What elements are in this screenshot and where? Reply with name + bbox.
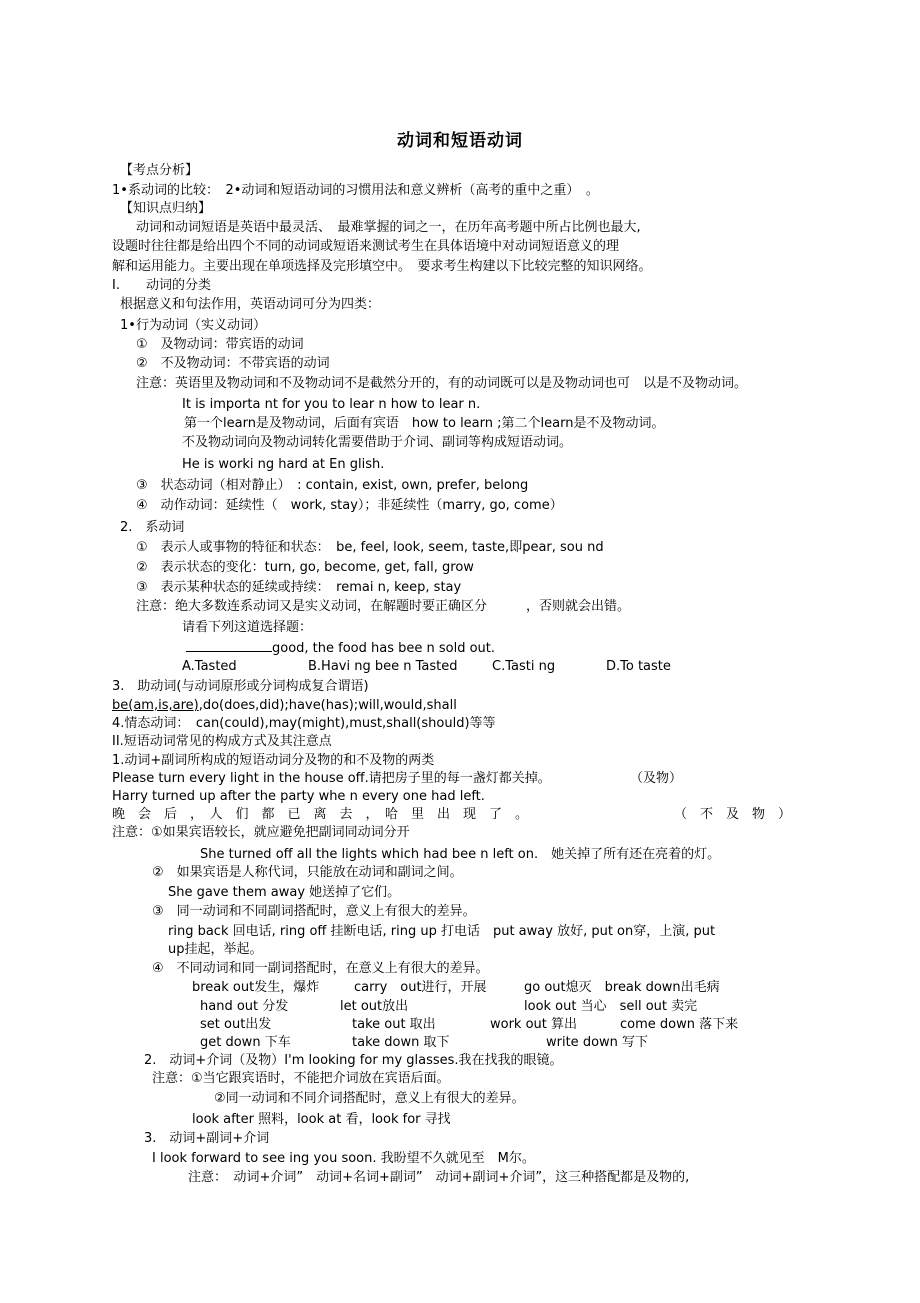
option-c: C.Tasti ng	[492, 659, 556, 674]
exam-points: 1•系动词的比较： 2•动词和短语动词的习惯用法和意义辨析（高考的重中之重） 。	[112, 183, 599, 198]
phrase-cell: take out 取出	[352, 1017, 436, 1032]
phrase-cell: go out熄灭 break down出毛病	[524, 980, 720, 995]
underlined-text: be(am,is,are)	[112, 698, 199, 713]
option-b: B.Havi ng bee n Tasted	[308, 659, 458, 674]
list-item: ④ 动作动词：延续性（ work, stay）；非延续性（marry, go, come）	[136, 498, 563, 513]
note-line: 注意：英语里及物动词和不及物动词不是截然分开的，有的动词既可以是及物动词也可 以是不及物动词。	[136, 376, 748, 391]
text-line	[112, 697, 457, 714]
example-sentence: Harry turned up after the party whe n every one had left.	[112, 789, 485, 804]
explanation-line: 第一个learn是及物动词，后面有宾语 how to learn ;第二个learn是不及物动词。	[184, 416, 665, 431]
section-label-knowledge: 【知识点归纳】	[120, 201, 212, 216]
list-item: ③ 状态动词（相对静止） : contain, exist, own, prefer, belong	[136, 478, 529, 493]
question-text: good, the food has bee n sold out.	[272, 641, 496, 656]
example-line: look after 照料，look at 看，look for 寻找	[192, 1112, 451, 1127]
explanation-line: 不及物动词向及物动词转化需要借助于介词、副词等构成短语动词。	[182, 435, 573, 450]
phrase-cell: let out放出	[340, 999, 409, 1014]
question-stem	[186, 639, 495, 657]
list-item: ③ 同一动词和不同副词搭配时，意义上有很大的差异。	[152, 904, 476, 919]
list-item: ① 表示人或事物的特征和状态： be, feel, look, seem, taste,即pear, sou nd	[136, 540, 604, 555]
list-item: ③ 表示某种状态的延续或持续： remai n, keep, stay	[136, 580, 462, 595]
phrase-cell: set out出发	[200, 1017, 272, 1032]
example-sentence: He is worki ng hard at En glish.	[182, 457, 385, 472]
phrase-cell: look out 当心 sell out 卖完	[524, 999, 698, 1014]
phrase-cell: work out 算出	[490, 1017, 578, 1032]
intro-paragraph-line-1: 动词和动词短语是英语中最灵活、 最难掌握的词之一，在历年高考题中所占比例也最大,	[136, 220, 641, 235]
example-line: ring back 回电话, ring off 挂断电话, ring up 打电话 put away 放好, put on穿，上演, put	[168, 924, 716, 939]
note-line: 注意：①如果宾语较长，就应避免把副词同动词分开	[112, 825, 410, 840]
example-sentence: She gave them away 她送掉了它们。	[168, 885, 401, 900]
note-line: 注意：绝大多数连系动词又是实义动词，在解题时要正确区分 ，否则就会出错。	[136, 599, 631, 614]
page-title: 动词和短语动词	[397, 131, 523, 151]
transitivity-label: （ 不 及 物 ）	[674, 807, 792, 822]
phrase-cell: break out发生，爆炸	[192, 980, 320, 995]
example-line: up挂起，举起。	[168, 942, 263, 957]
section-label-exam-analysis: 【考点分析】	[120, 163, 199, 178]
translation-line: 晚 会 后 ， 人 们 都 已 离 去 ， 哈 里 出 现 了 。	[112, 807, 529, 822]
subheading-auxiliary-verbs: 3. 助动词(与动词原形或分词构成复合谓语)	[112, 679, 369, 694]
phrase-cell: take down 取下	[352, 1035, 450, 1050]
intro-paragraph-line-2: 设题时往往都是给出四个不同的动词或短语来测试考生在具体语境中对动词短语意义的理	[112, 239, 620, 254]
example-sentence: Please turn every light in the house off.请把房子里的每一盏灯都关掉。	[112, 771, 551, 786]
text-continuation: ,do(does,did);have(has);will,would,shall	[198, 698, 457, 713]
list-item: ① 及物动词：带宾语的动词	[136, 337, 304, 352]
answer-blank	[186, 639, 272, 652]
note-line: 注意：①当它跟宾语时，不能把介词放在宾语后面。	[152, 1071, 450, 1086]
heading-phrasal-verbs: II.短语动词常见的构成方式及其注意点	[112, 734, 332, 749]
subheading-linking-verbs: 2. 系动词	[120, 520, 185, 535]
option-d: D.To taste	[606, 659, 671, 674]
subheading-verb-adverb-preposition: 3. 动词+副词+介词	[144, 1131, 270, 1146]
list-item: ② 不及物动词：不带宾语的动词	[136, 356, 330, 371]
option-a: A.Tasted	[182, 659, 237, 674]
phrase-cell: hand out 分发	[200, 999, 289, 1014]
heading-verb-classification: I. 动词的分类	[112, 278, 211, 293]
transitivity-label: （及物）	[630, 771, 683, 786]
list-item: ② 表示状态的变化：turn, go, become, get, fall, grow	[136, 560, 474, 575]
example-sentence: I look forward to see ing you soon. 我盼望不久就见至 M尔。	[152, 1151, 535, 1166]
subheading-action-verbs: 1•行为动词（实义动词）	[120, 318, 266, 333]
text-line: 1.动词+副词所构成的短语动词分及物的和不及物的两类	[112, 753, 435, 768]
note-line: 注意： 动词+介词” 动词+名词+副词” 动词+副词+介词”，这三种搭配都是及物的,	[188, 1170, 690, 1185]
example-sentence: It is importa nt for you to lear n how to lear n.	[182, 397, 481, 412]
list-item: ② 如果宾语是人称代词，只能放在动词和副词之间。	[152, 865, 463, 880]
list-item: ④ 不同动词和同一副词搭配时，在意义上有很大的差异。	[152, 961, 489, 976]
phrase-cell: come down 落下来	[620, 1017, 739, 1032]
phrase-cell: carry out进行，开展	[354, 980, 487, 995]
text-line: 请看下列这道选择题：	[182, 620, 313, 635]
text-line: 根据意义和句法作用，英语动词可分为四类：	[120, 297, 381, 312]
subheading-modal-verbs: 4.情态动词： can(could),may(might),must,shall(should)等等	[112, 716, 496, 731]
subheading-verb-preposition: 2. 动词+介词（及物）I'm looking for my glasses.我在找我的眼镜。	[144, 1053, 563, 1068]
example-sentence: She turned off all the lights which had bee n left on. 她关掉了所有还在亮着的灯。	[200, 847, 721, 862]
phrase-cell: get down 下车	[200, 1035, 291, 1050]
note-line: ②同一动词和不同介词搭配时，意义上有很大的差异。	[214, 1091, 525, 1106]
phrase-cell: write down 写下	[546, 1035, 649, 1050]
intro-paragraph-line-3: 解和运用能力。主要出现在单项选择及完形填空中。 要求考生构建以下比较完整的知识网络。	[112, 259, 652, 274]
